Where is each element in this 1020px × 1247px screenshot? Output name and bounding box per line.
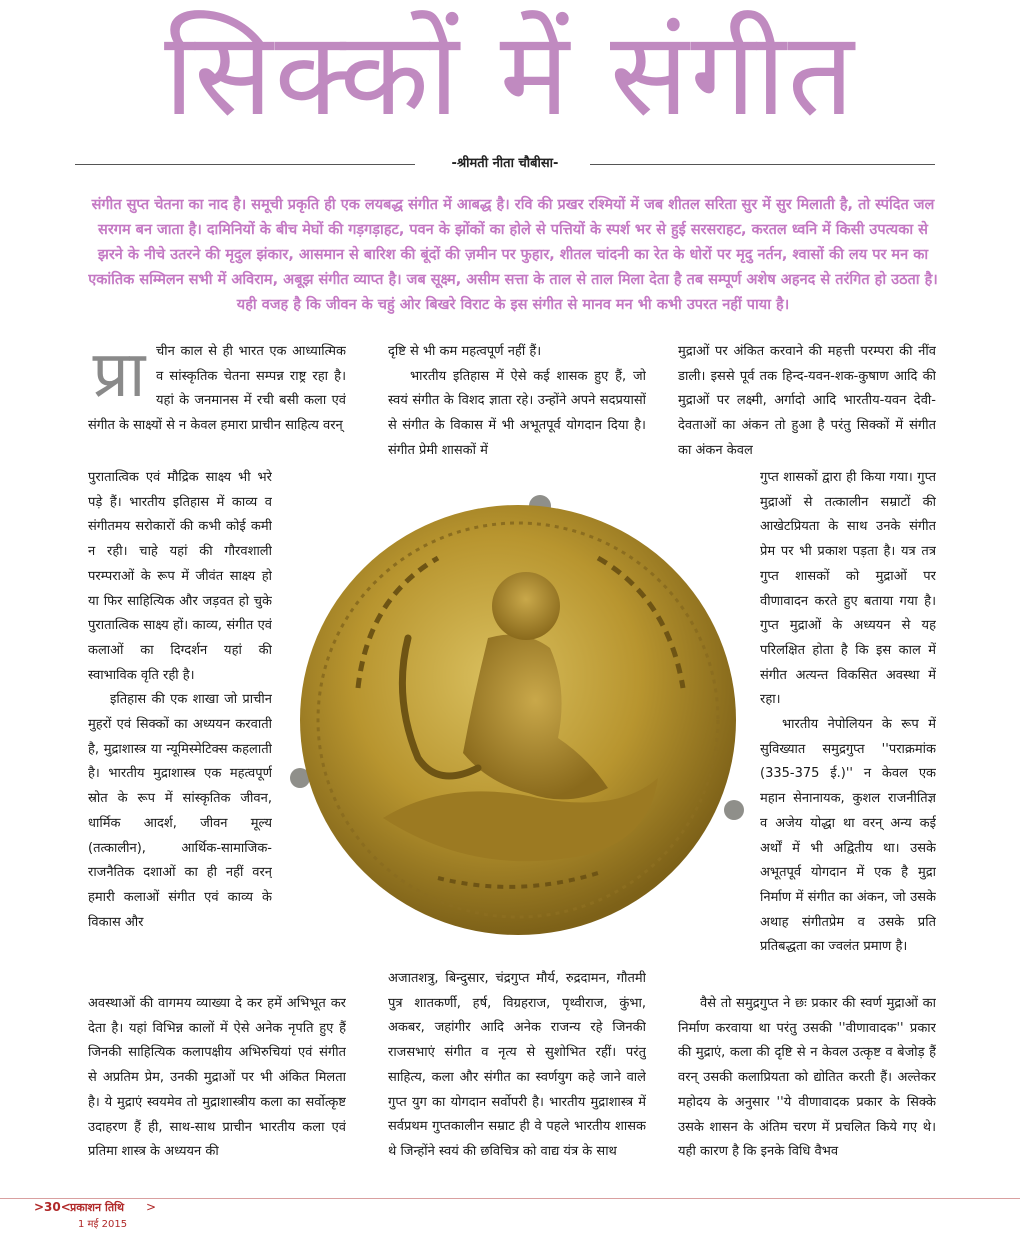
column-3-paragraph-2: गुप्त शासकों द्वारा ही किया गया। गुप्त मुद्राओं से तत्कालीन सम्राटों की आखेटप्रियता के साथ उनके संगीत प्रेम पर भी प्रकाश पड़ता है। यत्र तत्र गुप्त शासकों को मुद्राओं पर वीणावादन करते हुए बताया गया है। गुप्त मुद्राओं के अध्ययन से यह परिलक्षित होता है कि इस काल में संगीत अत्यन्त विकसित अवस्था में रहा। <box>760 470 936 708</box>
author-row <box>75 154 935 174</box>
column-3-middle <box>760 466 936 986</box>
publication-date: 1 मई 2015 <box>78 1219 128 1230</box>
column-1-paragraph-3: इतिहास की एक शाखा जो प्राचीन मुहरों एवं सिक्कों का अध्ययन करवाती है, मुद्राशास्त्र या न्यूमिस्मेटिक्स कहलाती है। भारतीय मुद्राशास्त्र एक महत्वपूर्ण स्रोत के रूप में सांस्कृतिक जीवन, धार्मिक आदर्श, जीवन मूल्य (तत्कालीन), आर्थिक-सामाजिक-राजनैतिक दशाओं का ही नहीं वरन् हमारी कलाओं संगीत एवं काव्य के विकास और <box>88 692 272 930</box>
author-rule-left <box>75 164 415 165</box>
column-1-paragraph-4: अवस्थाओं की वागमय व्याख्या दे कर हमें अभिभूत कर देता है। यहां विभिन्न कालों में ऐसे अनेक नृपति हुए हैं जिनकी साहित्यिक कलापक्षीय अभिरुचियां एवं संगीत से अप्रतिम प्रेम, उनकी मुद्राओं पर भी अंकित मिलता है। ये मुद्राएं स्वयमेव तो मुद्राशास्त्रीय कला का सर्वोत्कृष्ट उदाहरण हैं ही, साथ-साथ प्राचीन भारतीय कला एवं प्रतिमा शास्त्र के अध्ययन की <box>88 996 346 1160</box>
column-1-paragraph-1: चीन काल से ही भारत एक आध्यात्मिक व सांस्कृतिक चेतना सम्पन्न राष्ट्र रहा है। यहां के जनमानस में रची बसी कला एवं संगीत के साक्ष्यों से न केवल हमारा प्राचीन साहित्य वरन् <box>88 344 346 434</box>
article-title: सिक्कों में संगीत <box>164 7 856 142</box>
page-number: >30< <box>34 1200 71 1214</box>
author-name: -श्रीमती नीता चौबीसा- <box>451 156 559 171</box>
publication-date-label: प्रकाशन तिथि <box>70 1201 124 1214</box>
column-2-paragraph-1: दृष्टि से भी कम महत्वपूर्ण नहीं हैं। <box>388 344 542 359</box>
drop-cap: प्रा <box>92 340 146 412</box>
column-3-paragraph-1: मुद्राओं पर अंकित करवाने की महत्ती परम्परा की नींव डाली। इससे पूर्व तक हिन्द-यवन-शक-कुषाण आदि की मुद्राओं पर लक्ष्मी, अर्गादो आदि भारतीय-यवन देवी-देवताओं का अंकन तो हुआ है परंतु सिक्कों में संगीत का अंकन केवल <box>678 344 936 458</box>
column-2-paragraph-3: अजातशत्रु, बिन्दुसार, चंद्रगुप्त मौर्य, रुद्रदामन, गौतमी पुत्र शातकर्णी, हर्ष, विग्रहराज, पृथ्वीराज, कुंभा, अकबर, जहांगीर आदि अनेक राजन्य रहे जिनकी राजसभाएं संगीत व नृत्य से सुशोभित रहीं। परंतु साहित्य, कला और संगीत का स्वर्णयुग कहे जाने वाले गुप्त युग का योगदान सर्वोपरी है। भारतीय मुद्राशास्त्र में सर्वप्रथम गुप्तकालीन सम्राट ही वे पहले भारतीय शासक थे जिन्होंने स्वयं की छविचित्र को वाद्य यंत्र के साथ <box>388 971 646 1159</box>
column-2-paragraph-2: भारतीय इतिहास में ऐसे कई शासक हुए हैं, जो स्वयं संगीत के विशद ज्ञाता रहे। उन्होंने अपने सदप्रयासों से संगीत के विकास में भी अभूतपूर्व योगदान दिया है। संगीत प्रेमी शासकों में <box>388 368 646 458</box>
column-3-top <box>678 340 936 462</box>
intro-paragraph: संगीत सुप्त चेतना का नाद है। समूची प्रकृति ही एक लयबद्ध संगीत में आबद्ध है। रवि की प्रखर रश्मियों में जब शीतल सरिता सुर में सुर मिलाती है, तो स्पंदित जल सरगम बन जाता है। दामिनियों के बीच मेघों की गड़गड़ाहट, पवन के झोंकों का होले से पत्तियों के स्पर्श भर से हुई सरसराहट, करतल ध्वनि में किसी उपत्यका से झरने के नीचे उतरने की मृदुल झंकार, आसमान से बारिश की बूंदों की ज़मीन पर फुहार, शीतल चांदनी का रेत के धोरों पर मृदु नर्तन, श्वासों की लय पर मन का एकांतिक सम्मिलन सभी में अविराम, अबूझ संगीत व्याप्त है। जब सूक्ष्म, असीम सत्ता के ताल से ताल मिला देता है तब सम्पूर्ण अशेष अहनद से तरंगित हो उठता है। यही वजह है कि जीवन के चहुं ओर बिखरे विराट के इस संगीत से मानव मन भी कभी उपरत नहीं पाया है। <box>88 197 938 313</box>
footer-arrow: > <box>146 1200 157 1214</box>
column-3-paragraph-3: भारतीय नेपोलियन के रूप में सुविख्यात समुद्रगुप्त ''पराक्रमांक (335-375 ई.)'' न केवल एक महान सेनानायक, कुशल राजनीतिज्ञ व अजेय योद्धा था वरन् अन्य कई अर्थों में भी अद्वितीय था। उसके अभूतपूर्व योगदान में एक है मुद्रा निर्माण में संगीत का अंकन, जो उसके अथाह संगीतप्रेम व उसके प्रति प्रतिबद्धता का ज्वलंत प्रमाण है। <box>760 717 936 955</box>
author-rule-right <box>590 164 935 165</box>
column-1-paragraph-2: पुरातात्विक एवं मौद्रिक साक्ष्य भी भरे पड़े हैं। भारतीय इतिहास में काव्य व संगीतमय सरोकारों की कभी कोई कमी न रही। चाहे यहां की गौरवशाली परम्पराओं के रूप में जीवंत साक्ष्य हो या फिर साहित्यिक और जड़वत हो चुके पुरातात्विक साक्ष्य हों। काव्य, संगीत एवं कलाओं का दिग्दर्शन यहां की स्वाभाविक वृति रही है। <box>88 470 272 683</box>
column-3-bottom <box>678 992 936 1214</box>
column-3-paragraph-4: वैसे तो समुद्रगुप्त ने छः प्रकार की स्वर्ण मुद्राओं का निर्माण करवाया था परंतु उसकी ''वीणावादक'' प्रकार की मुद्राएं, कला की दृष्टि से न केवल उत्कृष्ट व बेजोड़ हैं वरन् उसकी कलाप्रियता को द्योतित करती हैं। अल्तेकर महोदय के अनुसार ''ये वीणावादक प्रकार के सिक्के उसके शासन के अंतिम चरण में प्रचलित किये गए थे। यही कारण है कि इनके विधि वैभव <box>678 996 936 1160</box>
column-1-top <box>88 340 346 462</box>
footer-rule <box>0 1198 1020 1199</box>
gupta-veena-coin-image <box>288 488 748 938</box>
column-2-top <box>388 340 646 462</box>
column-2-bottom <box>388 967 646 1214</box>
coin-figure-head <box>492 572 560 640</box>
column-1-middle <box>88 466 272 986</box>
column-1-bottom <box>88 992 346 1214</box>
coin-lug-right <box>724 800 744 820</box>
coin-illustration <box>288 488 748 938</box>
